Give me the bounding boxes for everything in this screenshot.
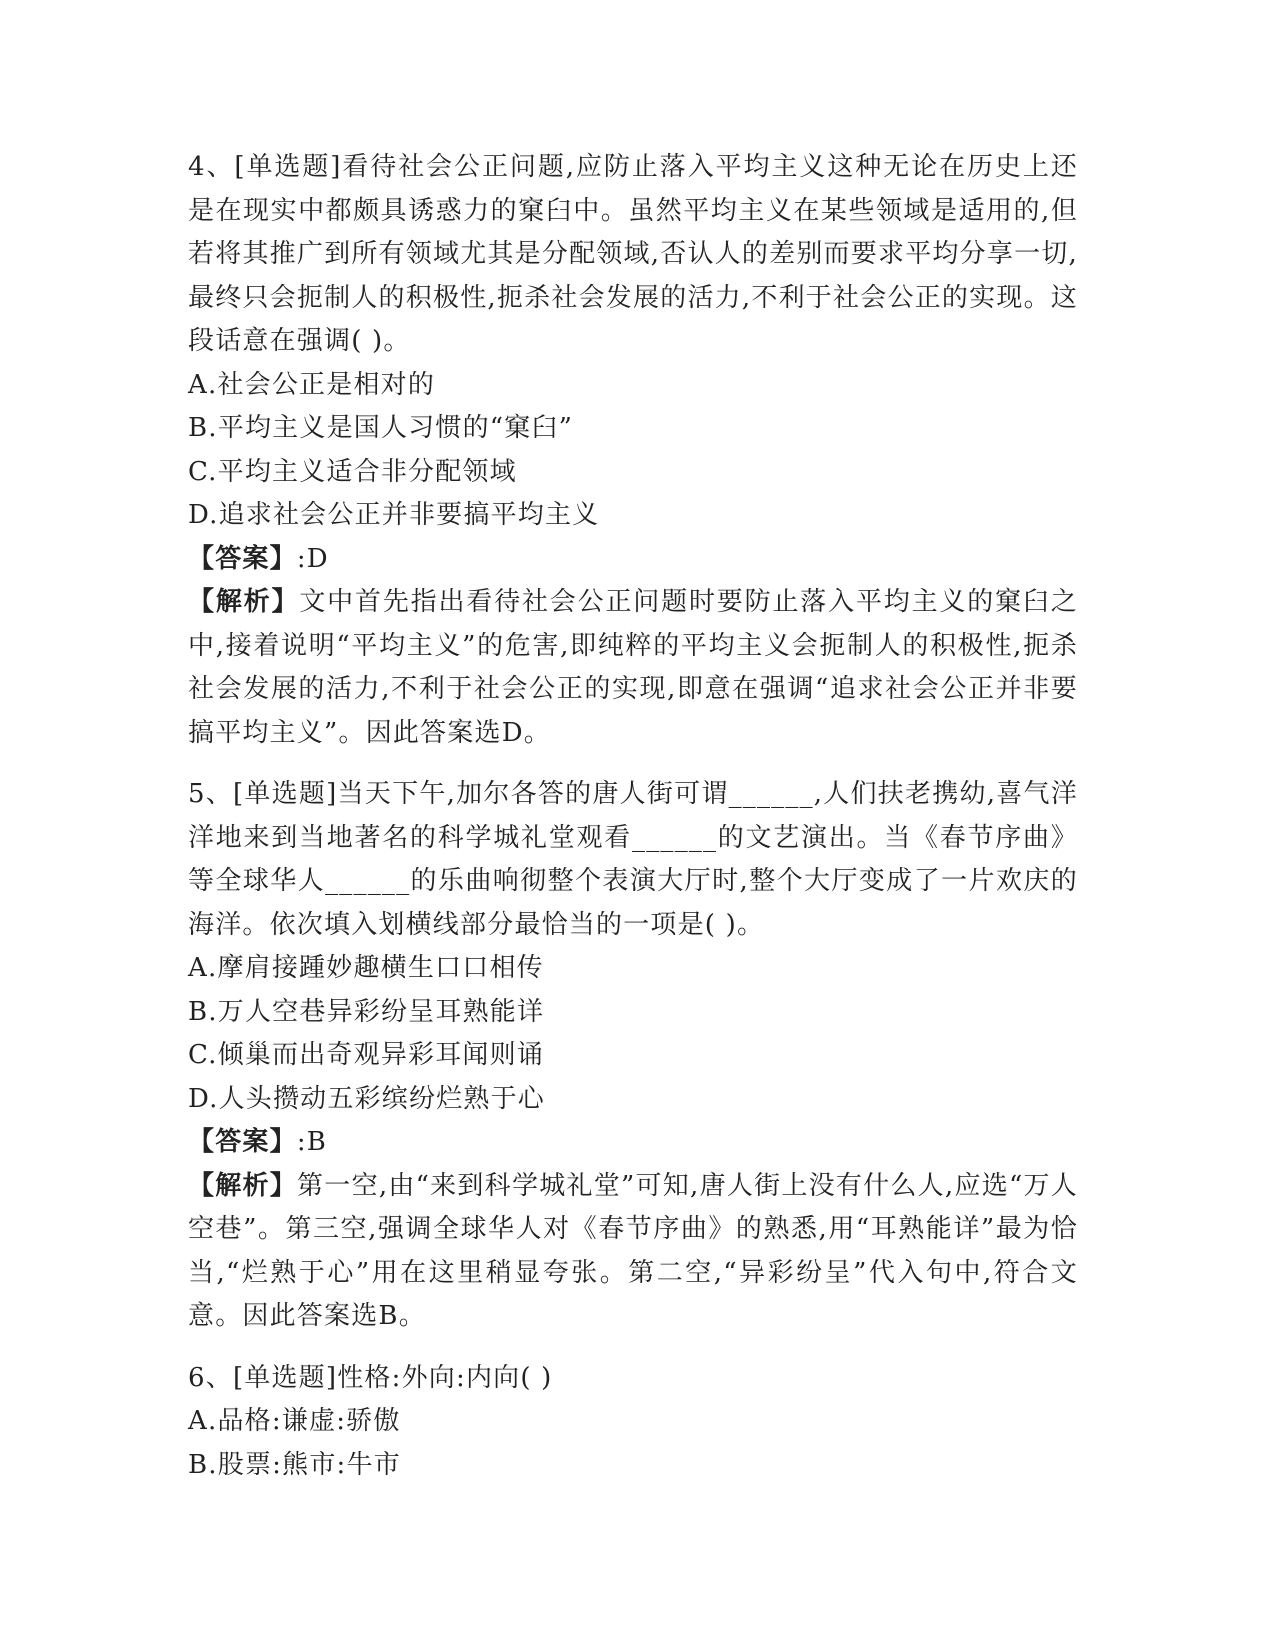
- option-a: A.摩肩接踵妙趣横生口口相传: [188, 953, 544, 983]
- option-b: B.股票:熊市:牛市: [188, 1449, 401, 1480]
- analysis: [188, 1165, 1078, 1339]
- analysis: [188, 581, 1078, 755]
- answer-line: [188, 538, 1078, 582]
- option-a: A.社会公正是相对的: [188, 369, 436, 400]
- analysis-label: 【解析】: [188, 1170, 298, 1201]
- question-stem: 5、[单选题]当天下午,加尔各答的唐人街可谓______,人们扶老携幼,喜气洋洋地来到当地著名的科学城礼堂观看______的文艺演出。当《春节序曲》等全球华人______的乐曲响彻整个表演大厅时,整个大厅变成了一片欢庆的海洋。依次填入划横线部分最恰当的一项是( )。: [188, 779, 1078, 940]
- question-list: [188, 146, 1078, 1487]
- question-6: [188, 1357, 1078, 1488]
- question-stem: 6、[单选题]性格:外向:内向( ): [188, 1362, 553, 1393]
- option-d: D.人头攒动五彩缤纷烂熟于心: [188, 1083, 545, 1114]
- analysis-text: 文中首先指出看待社会公正问题时要防止落入平均主义的窠臼之中,接着说明“平均主义”的危害,即纯粹的平均主义会扼制人的积极性,扼杀社会发展的活力,不利于社会公正的实现,即意在强调“追求社会公正并非要搞平均主义”。因此答案选D。: [188, 587, 1078, 748]
- analysis-text: 第一空,由“来到科学城礼堂”可知,唐人街上没有什么人,应选“万人空巷”。第三空,强调全球华人对《春节序曲》的熟悉,用“耳熟能详”最为恰当,“烂熟于心”用在这里稍显夸张。第二空,“异彩纷呈”代入句中,符合文意。因此答案选B。: [188, 1170, 1078, 1331]
- option-d: D.追求社会公正并非要搞平均主义: [188, 500, 600, 530]
- question-gap: [188, 1339, 1078, 1357]
- option-c: C.倾巢而出奇观异彩耳闻则诵: [188, 1040, 545, 1070]
- question-gap: [188, 755, 1078, 773]
- option-b: B.平均主义是国人习惯的“窠臼”: [188, 413, 574, 443]
- answer-value: :D: [296, 543, 329, 574]
- answer-label: 【答案】: [188, 543, 297, 574]
- answer-line: [188, 1121, 1078, 1165]
- question-5: [188, 773, 1078, 1339]
- answer-value: :B: [296, 1127, 328, 1157]
- option-c: C.平均主义适合非分配领域: [188, 456, 517, 487]
- option-a: A.品格:谦虚:骄傲: [188, 1406, 401, 1436]
- analysis-label: 【解析】: [188, 587, 300, 617]
- option-b: B.万人空巷异彩纷呈耳熟能详: [188, 996, 545, 1027]
- answer-label: 【答案】: [188, 1127, 297, 1157]
- question-stem: 4、[单选题]看待社会公正问题,应防止落入平均主义这种无论在历史上还是在现实中都颇具诱惑力的窠臼中。虽然平均主义在某些领域是适用的,但若将其推广到所有领域尤其是分配领域,否认人的差别而要求平均分享一切,最终只会扼制人的积极性,扼杀社会发展的活力,不利于社会公正的实现。这段话意在强调( )。: [188, 152, 1078, 356]
- question-4: [188, 146, 1078, 755]
